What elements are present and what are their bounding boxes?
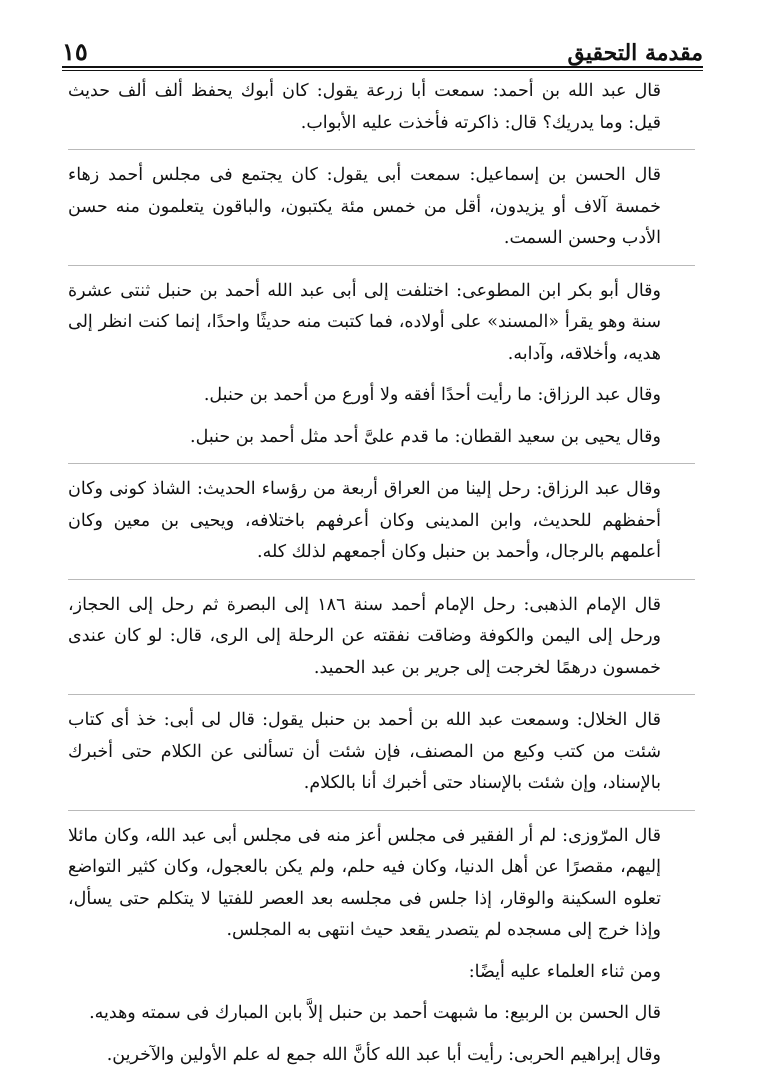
paragraph: ومن ثناء العلماء عليه أيضًا: [468, 961, 661, 982]
paragraph: وقال يحيى بن سعيد القطان: ما قدم علىَّ أحد مثل أحمد بن حنبل. [190, 426, 661, 447]
running-title: مقدمة التحقيق [567, 40, 703, 66]
paragraph-divider [68, 810, 695, 811]
header-rule [62, 66, 703, 68]
paragraph: وقال عبد الرزاق: رحل إلينا من العراق أربعة من رؤساء الحديث: الشاذ كونى وكان أحفظهم للحديث، وابن المدينى وكان أعرفهم باختلافه، ويحيى بن معين وكان أعلمهم بالرجال، وأحمد بن حنبل وكان أجمعهم لذلك كله. [68, 479, 661, 562]
paragraph: وقال إبراهيم الحربى: رأيت أبا عبد الله كأنَّ الله جمع له علم الأولين والآخرين. [106, 1044, 661, 1065]
paragraph: قال الخلال: وسمعت عبد الله بن أحمد بن حنبل يقول: قال لى أبى: خذ أى كتاب شئت من كتب وكيع من المصنف، فإن شئت أن تسألنى عن الكلام حتى أخبرك بالإسناد، وإن شئت بالإسناد حتى أخبرك أنا بالكلام. [68, 710, 661, 793]
paragraph: وقال عبد الرزاق: ما رأيت أحدًا أفقه ولا أورع من أحمد بن حنبل. [203, 385, 661, 405]
paragraph: وقال أبو بكر ابن المطوعى: اختلفت إلى أبى عبد الله أحمد بن حنبل ثنتى عشرة سنة وهو يقرأ «المسند» على أولاده، فما كتبت منه حديثًا واحدًا، إنما كنت انظر إلى هديه، وأخلاقه، وآدابه. [68, 280, 661, 364]
header-rule-thin [62, 70, 703, 71]
page-number: ١٥ [62, 37, 88, 66]
paragraph: قال المرّوزى: لم أر الفقير فى مجلس أعز منه فى مجلس أبى عبد الله، وكان مائلا إليهم، مقصرًا عن أهل الدنيا، وكان فيه حلم، ولم يكن بالعجول، وكان كثير التواضع تعلوه السكينة والوقار، إذا جلس فى مجلسه بعد العصر للفتيا لا يتكلم حتى يسأل، وإذا خرج إلى مسجده لم يتصدر يقعد حيث انتهى به المجلس. [68, 825, 661, 940]
paragraph-divider [68, 265, 695, 266]
paragraph: قال الحسن بن إسماعيل: سمعت أبى يقول: كان يجتمع فى مجلس أحمد زهاء خمسة آلاف أو يزيدون، أقل من خمس مئة يكتبون، والباقون يتعلمون منه حسن الأدب وحسن السمت. [68, 165, 661, 248]
page-header [62, 24, 703, 68]
paragraph-divider [68, 463, 695, 464]
paragraph-divider [68, 579, 695, 580]
paragraph-divider [68, 149, 695, 150]
paragraph: قال الحسن بن الربيع: ما شبهت أحمد بن حنبل إلاَّ بابن المبارك فى سمته وهديه. [89, 1003, 661, 1023]
paragraph: قال عبد الله بن أحمد: سمعت أبا زرعة يقول: كان أبوك يحفظ ألف ألف حديث قيل: وما يدريك؟ قال: ذاكرته فأخذت عليه الأبواب. [68, 81, 661, 133]
page-body [68, 76, 695, 1081]
paragraph: قال الإمام الذهبى: رحل الإمام أحمد سنة ١٨٦ إلى البصرة ثم رحل إلى الحجاز، ورحل إلى اليمن والكوفة وضاقت نفقته عن الرحلة إلى الرى، قال: لو كان عندى خمسون درهمًا لخرجت إلى جرير بن عبد الحميد. [68, 594, 662, 678]
paragraph-divider [68, 694, 695, 695]
